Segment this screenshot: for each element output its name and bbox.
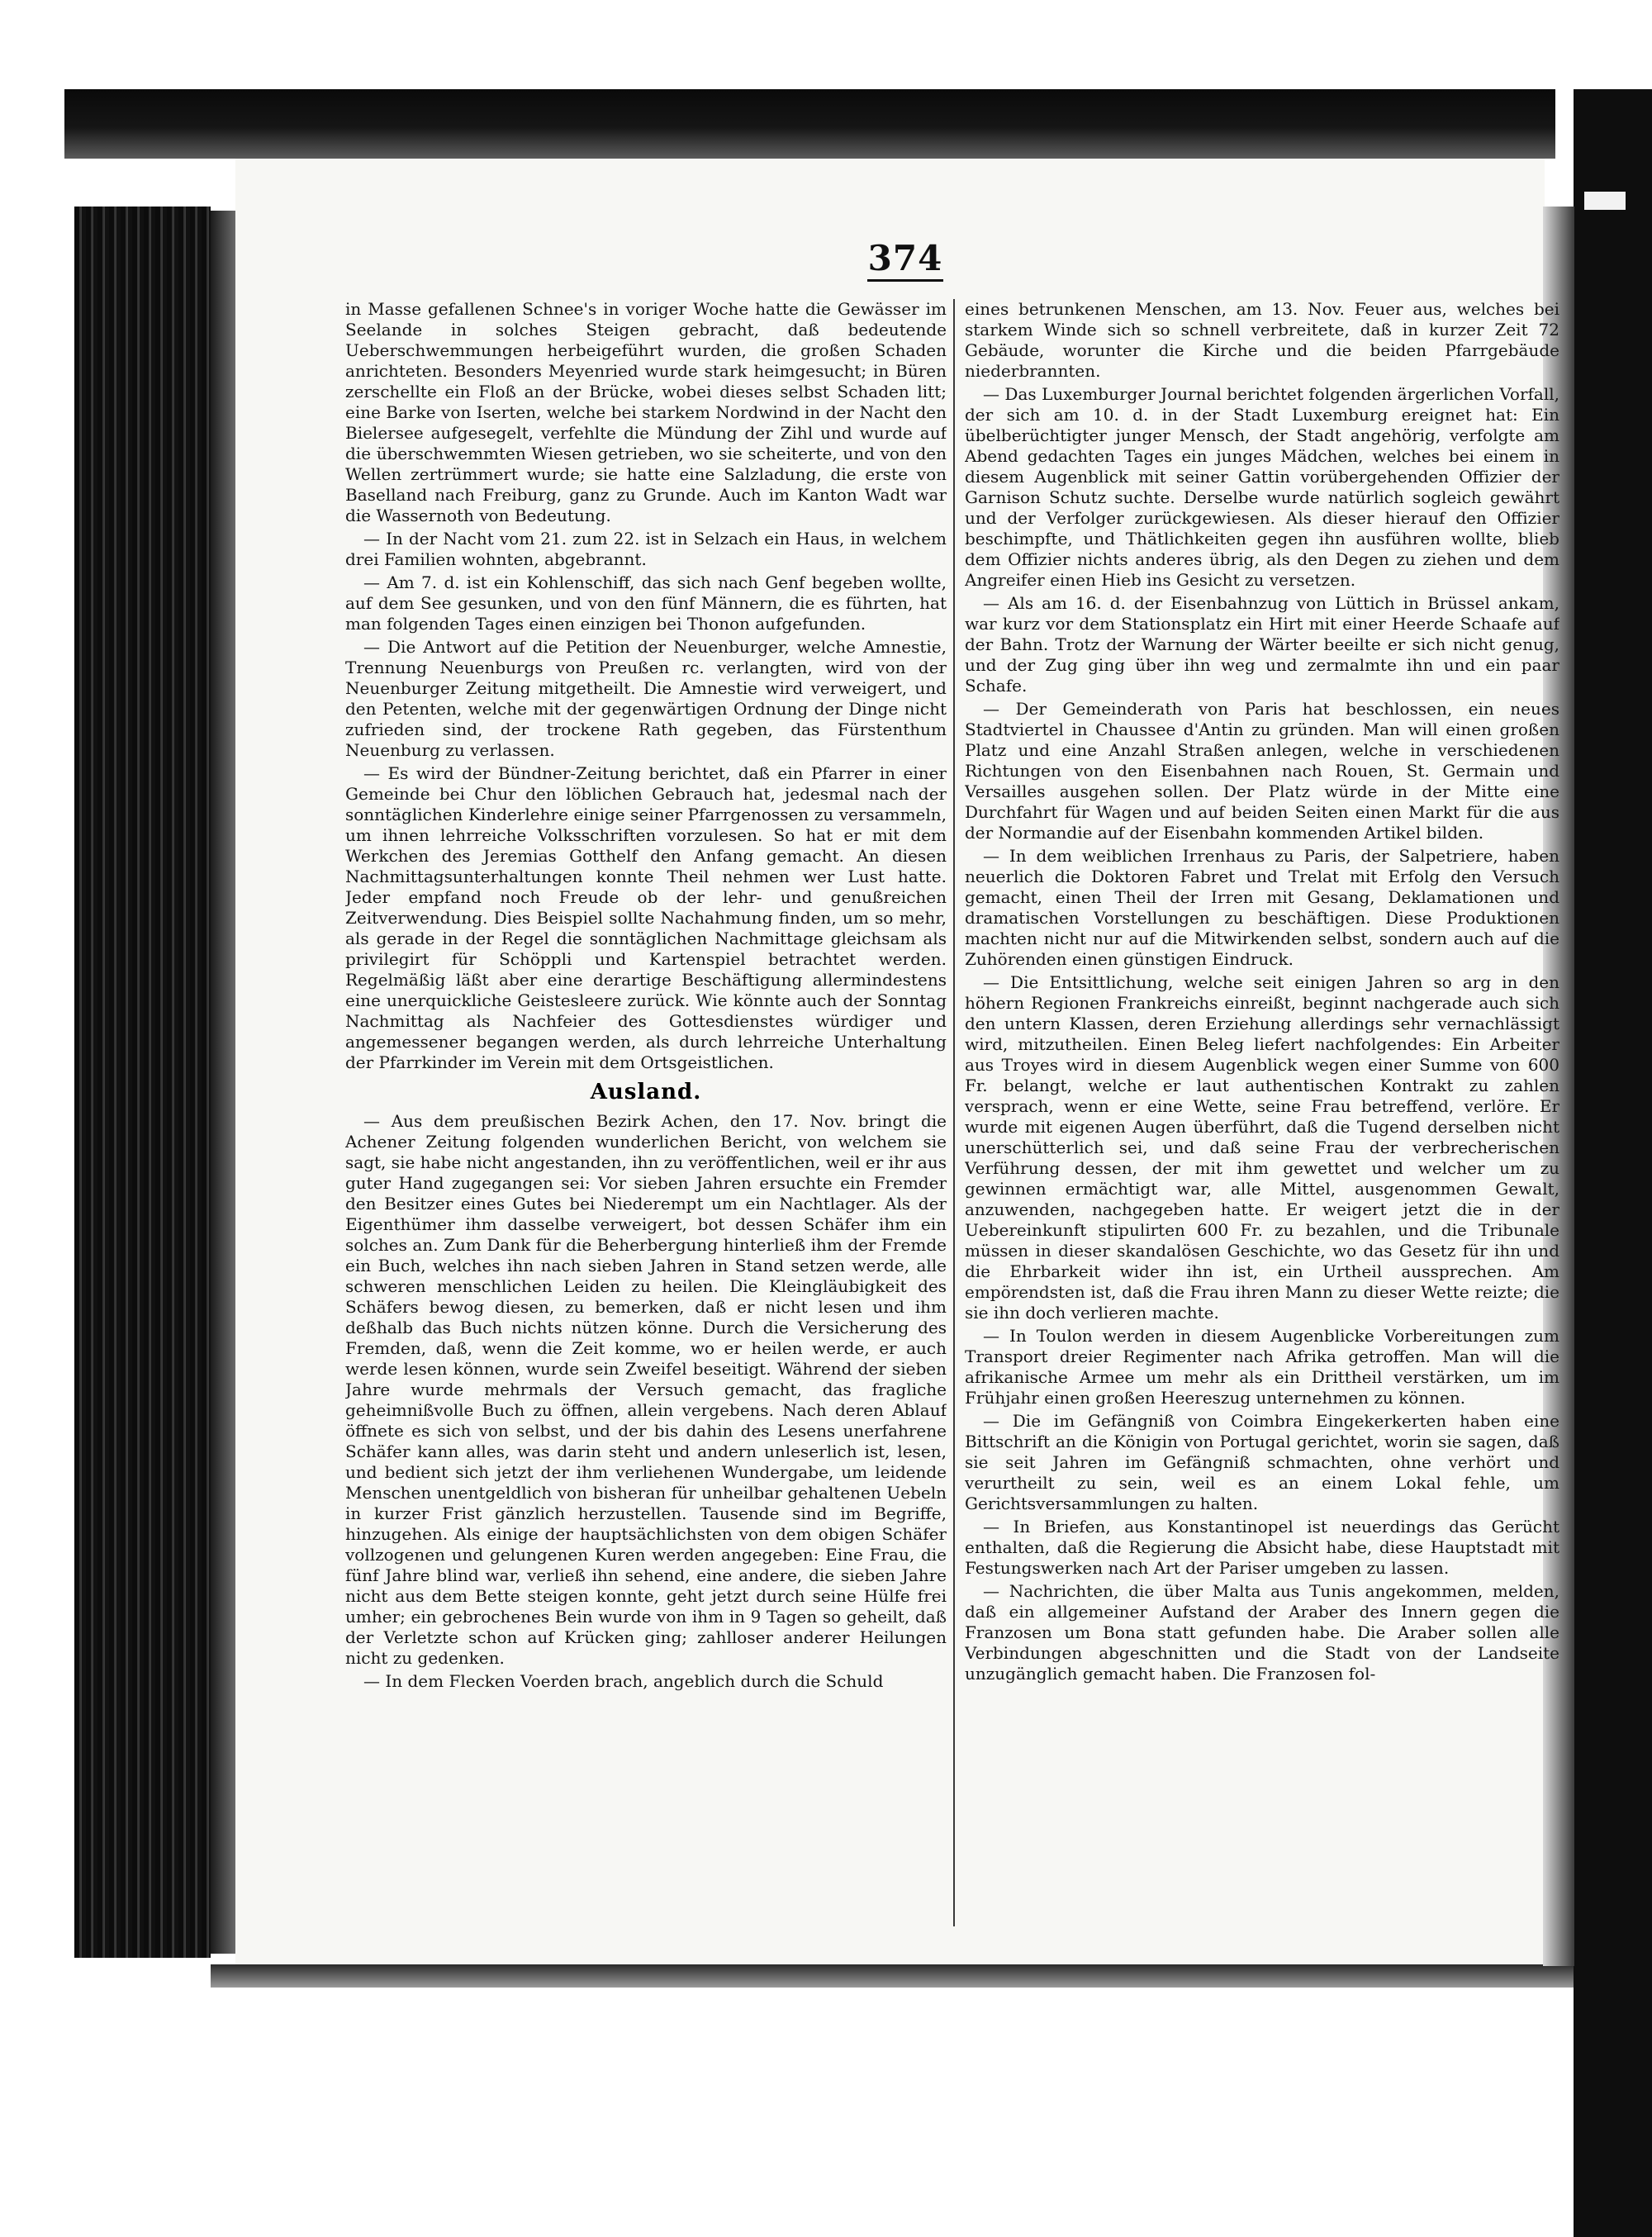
article-paragraph: — In Briefen, aus Konstantinopel ist neuerdings das Gerücht enthalten, daß die Regierung die Absicht habe, diese Hauptstadt mit Festungswerken nach Art der Pariser umgeben zu lassen. bbox=[965, 1517, 1559, 1578]
book-spine bbox=[74, 207, 211, 1958]
scan-border-notch bbox=[1584, 192, 1626, 210]
article-paragraph: — In Toulon werden in diesem Augenblicke Vorbereitungen zum Transport dreier Regimenter nach Afrika getroffen. Man will die afrikanische Armee um mehr als ein Drittheil verstärken, um im Frühjahr einen großen Heereszug unternehmen zu können. bbox=[965, 1326, 1559, 1408]
right-column bbox=[965, 299, 1559, 1935]
scan-border-top bbox=[64, 89, 1555, 159]
article-paragraph: — Das Luxemburger Journal berichtet folgenden ärgerlichen Vorfall, der sich am 10. d. in der Stadt Luxemburg ereignet hat: Ein übelberüchtigter junger Mensch, der Stadt angehörig, verfolgte am Abend gedachten Tages ein junges Mädchen, welches bei einem in diesem Augenblick mit seiner Gattin vorübergehenden Offizier der Garnison Schutz suchte. Derselbe wurde natürlich sogleich gewährt und der Verfolger zurückgewiesen. Als dieser hierauf den Offizier beschimpfte, und Thätlichkeiten gegen ihn ausführen wollte, blieb dem Offizier nichts anderes übrig, als den Degen zu ziehen und dem Angreifer einen Hieb ins Gesicht zu versetzen. bbox=[965, 384, 1559, 590]
article-paragraph: — Der Gemeinderath von Paris hat beschlossen, ein neues Stadtviertel in Chaussee d'Antin zu gründen. Man will einen großen Platz und eine Anzahl Straßen anlegen, welche in verschiedenen Richtungen von den Eisenbahnen nach Rouen, St. Germain und Versailles ausgehen sollen. Der Platz würde in der Mitte eine Durchfahrt für Wagen und auf beiden Seiten einen Markt für die aus der Normandie auf der Eisenbahn kommenden Artikel bilden. bbox=[965, 699, 1559, 843]
article-paragraph: in Masse gefallenen Schnee's in voriger Woche hatte die Gewässer im Seelande in solches Steigen gebracht, daß bedeutende Ueberschwemmungen herbeigeführt wurden, die großen Schaden anrichteten. Besonders Meyenried wurde stark heimgesucht; in Büren zerschellte ein Floß an der Brücke, wobei dieses selbst Schaden litt; eine Barke von Iserten, welche bei starkem Nordwind in der Nacht den Bielersee aufgesegelt, verfehlte die Mündung der Zihl und wurde auf die überschwemmten Wiesen getrieben, wo sie scheiterte, und von den Wellen zertrümmert wurde; sie hatte eine Salzladung, die erste von Baselland nach Freiburg, ganz zu Grunde. Auch im Kanton Wadt war die Wassernoth von Bedeutung. bbox=[345, 299, 947, 525]
article-paragraph: — In dem weiblichen Irrenhaus zu Paris, der Salpetriere, haben neuerlich die Doktoren Fabret und Trelat mit Erfolg den Versuch gemacht, einen Theil der Irren mit Gesang, Deklamationen und dramatischen Vorstellungen zu beschäftigen. Diese Produktionen machten nicht nur auf die Mitwirkenden selbst, sondern auch auf die Zuhörenden einen günstigen Eindruck. bbox=[965, 846, 1559, 969]
article-paragraph: — Als am 16. d. der Eisenbahnzug von Lüttich in Brüssel ankam, war kurz vor dem Stationsplatz ein Hirt mit einer Heerde Schaafe auf der Bahn. Trotz der Warnung der Wärter beeilte er sich nicht genug, und der Zug ging über ihn weg und zermalmte ihn und ein paar Schafe. bbox=[965, 593, 1559, 696]
page-number-rule bbox=[867, 279, 943, 282]
column-divider bbox=[953, 299, 955, 1926]
article-paragraph: — Aus dem preußischen Bezirk Achen, den 17. Nov. bringt die Achener Zeitung folgenden wunderlichen Bericht, von welchem sie sagt, sie habe nicht angestanden, ihn zu veröffentlichen, weil er ihr aus guter Hand zugegangen sei: Vor sieben Jahren ersuchte ein Fremder den Besitzer eines Gutes bei Niederempt um ein Nachtlager. Als der Eigenthümer ihm dasselbe verweigert, bot dessen Schäfer ihm ein solches an. Zum Dank für die Beherbergung hinterließ ihm der Fremde ein Buch, welches ihn nach sieben Jahren in Stand setzen werde, alle schweren menschlichen Leiden zu heilen. Die Kleingläubigkeit des Schäfers bewog diesen, zu bemerken, daß er nicht lesen und ihm deßhalb das Buch nichts nützen könne. Durch die Versicherung des Fremden, daß, wenn die Zeit komme, wo er heilen werde, er auch werde lesen können, wurde sein Zweifel beseitigt. Während der sieben Jahre wurde mehrmals der Versuch gemacht, das fragliche geheimnißvolle Buch zu öffnen, allein vergebens. Nach deren Ablauf öffnete es sich von selbst, und der bis dahin des Lesens unerfahrene Schäfer kann alles, was darin steht und andern unleserlich ist, lesen, und bedient sich jetzt der ihm verliehenen Wundergabe, um leidende Menschen unentgeldlich von bisheran für unheilbar gehaltenen Uebeln in kurzer Frist gänzlich herzustellen. Tausende sind im Begriffe, hinzugehen. Als einige der hauptsächlichsten von dem obigen Schäfer vollzogenen und gelungenen Kuren werden angegeben: Eine Frau, die fünf Jahre blind war, verließ ihn sehend, eine andere, die sieben Jahre nicht aus dem Bette steigen konnte, geht jetzt durch seine Hülfe frei umher; ein gebrochenes Bein wurde von ihm in 9 Tagen so geheilt, daß der Verletzte schon auf Krücken ging; zahlloser anderer Heilungen nicht zu gedenken. bbox=[345, 1111, 947, 1668]
page-number: 374 bbox=[867, 238, 943, 278]
article-paragraph: — Die Entsittlichung, welche seit einigen Jahren so arg in den höhern Regionen Frankreichs einreißt, beginnt nachgerade auch sich den untern Klassen, deren Erziehung allerdings sehr vernachlässigt wird, mitzutheilen. Einen Beleg liefert nachfolgendes: Ein Arbeiter aus Troyes wird in diesem Augenblick wegen einer Summe von 600 Fr. belangt, welche er laut authentischen Kontrakt zu zahlen versprach, wenn er eine Wette, seine Frau betreffend, verlöre. Er wurde mit eigenen Augen überführt, daß die Tugend derselben nicht unerschütterlich sei, und daß seine Frau der verbrecherischen Verführung dessen, der mit ihm gewettet und welcher um zu gewinnen ermächtigt war, alle Mittel, ausgenommen Gewalt, anzuwenden, nachgegeben hatte. Er weigert jetzt die in der Uebereinkunft stipulirten 600 Fr. zu bezahlen, und die Tribunale müssen in dieser skandalösen Geschichte, wo das Gesetz für ihn und die Ehrbarkeit wider ihn ist, ein Urtheil aussprechen. Am empörendsten ist, daß die Frau ihren Mann zu dieser Wette reizte; die sie ihn doch verlieren machte. bbox=[965, 972, 1559, 1323]
article-paragraph: — Es wird der Bündner-Zeitung berichtet, daß ein Pfarrer in einer Gemeinde bei Chur den löblichen Gebrauch hat, jedesmal nach der sonntäglichen Kinderlehre einige seiner Pfarrgenossen zu versammeln, um ihnen lehrreiche Volksschriften vorzulesen. So hat er mit dem Werkchen des Jeremias Gotthelf den Anfang gemacht. An diesen Nachmittagsunterhaltungen konnte Theil nehmen wer Lust hatte. Jeder empfand noch Freude ob der lehr- und genußreichen Zeitverwendung. Dies Beispiel sollte Nachahmung finden, um so mehr, als gerade in der Regel die sonntäglichen Nachmittage gleichsam als privilegirt für Schöppli und Kartenspiel betrachtet werden. Regelmäßig läßt aber eine derartige Beschäftigung allermindestens eine unerquickliche Geistesleere zurück. Wie könnte auch der Sonntag Nachmittag als Nachfeier des Gottesdienstes würdiger und angemessener begangen werden, als durch lehrreiche Unterhaltung der Pfarrkinder im Verein mit dem Ortsgeistlichen. bbox=[345, 763, 947, 1072]
article-paragraph: — Die im Gefängniß von Coimbra Eingekerkerten haben eine Bittschrift an die Königin von Portugal gerichtet, worin sie sagen, daß sie seit Jahren im Gefängniß schmachten, ohne verhört und verurtheilt zu sein, weil es an einem Lokal fehle, um Gerichtsversammlungen zu halten. bbox=[965, 1411, 1559, 1513]
page-gutter-shadow bbox=[211, 211, 235, 1954]
left-column bbox=[345, 299, 947, 1935]
section-heading-ausland: Ausland. bbox=[590, 1080, 702, 1104]
article-paragraph: — In der Nacht vom 21. zum 22. ist in Selzach ein Haus, in welchem drei Familien wohnten, abgebrannt. bbox=[345, 529, 947, 569]
article-paragraph: — Nachrichten, die über Malta aus Tunis angekommen, melden, daß ein allgemeiner Aufstand der Araber des Innern gegen die Franzosen um Bona statt gefunden habe. Die Araber sollen alle Verbindungen abgeschnitten und die Stadt von der Landseite unzugänglich gemacht haben. Die Franzosen fol- bbox=[965, 1581, 1559, 1684]
scan-border-right bbox=[1574, 89, 1652, 2237]
article-paragraph: — In dem Flecken Voerden brach, angeblich durch die Schuld bbox=[363, 1671, 884, 1691]
page-bottom-shadow bbox=[211, 1964, 1574, 1988]
article-paragraph: — Am 7. d. ist ein Kohlenschiff, das sich nach Genf begeben wollte, auf dem See gesunken, und von den fünf Männern, die es führten, hat man folgenden Tages einen einzigen bei Thonon aufgefunden. bbox=[345, 572, 947, 634]
article-paragraph: eines betrunkenen Menschen, am 13. Nov. Feuer aus, welches bei starkem Winde sich so schnell verbreitete, daß in kurzer Zeit 72 Gebäude, worunter die Kirche und die beiden Pfarrgebäude niederbrannten. bbox=[965, 299, 1559, 381]
article-paragraph: — Die Antwort auf die Petition der Neuenburger, welche Amnestie, Trennung Neuenburgs von Preußen rc. verlangten, wird von der Neuenburger Zeitung mitgetheilt. Die Amnestie wird verweigert, und den Petenten, welche mit der gegenwärtigen Ordnung der Dinge nicht zufrieden sind, der trockene Rath gegeben, das Fürstenthum Neuenburg zu verlassen. bbox=[345, 637, 947, 760]
